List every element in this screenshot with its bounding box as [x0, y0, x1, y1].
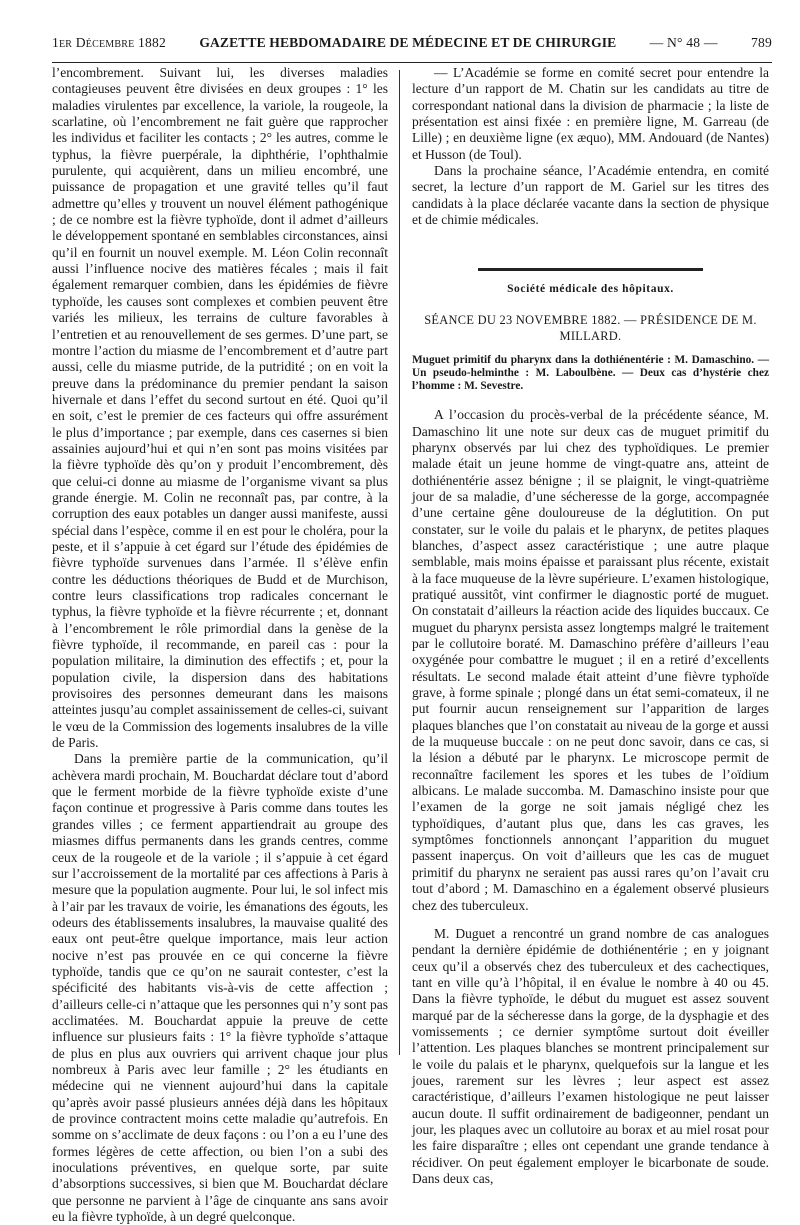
academie-paragraph: — L’Académie se forme en comité secret pour entendre la lecture d’un rapport de M. Chatin sur les candidats au titre de correspondant national dans la division de pharmacie ; la liste de présentation est ainsi fixée : en première ligne, M. Garreau (de Lille) ; en deuxième ligne (ex æquo), MM. Andouard (de Nantes) et Husson (de Toul). [412, 65, 769, 162]
section-separator [478, 268, 703, 271]
seance-heading: SÉANCE DU 23 NOVEMBRE 1882. — PRÉSIDENCE DE M. MILLARD. [424, 312, 757, 344]
issue-date: 1er Décembre 1882 [52, 35, 167, 50]
issue-number: — N° 48 — [649, 35, 718, 50]
page-header [52, 35, 772, 59]
paragraph: A l’occasion du procès-verbal de la précédente séance, M. Damaschino lit une note sur deux cas de muguet primitif du pharynx observés par lui chez des typhoïdiques. Le premier malade était un jeune homme de vingt-quatre ans, atteint de dothiénentérie assez bénigne ; il se plaignit, le vingt-quatrième jour de sa maladie, d’une sécheresse de la gorge, accompagnée d’une certaine gêne douloureuse de la déglutition. On put constater, sur le voile du palais et le pharynx, de petites plaques blanches, d’aspect assez caractéristique ; une autre plaque semblable, mais moins épaisse et paraissant plus récente, existait à la face muqueuse de la lèvre supérieure. L’examen histologique, pratiqué aussitôt, vint confirmer le diagnostic porté de muguet. On constatait d’ailleurs la réaction acide des liquides buccaux. Ce muguet du pharynx persista assez longtemps malgré le traitement par le collutoire boraté. M. Damaschino préfère d’ailleurs l’eau oxygénée pour combattre le muguet ; il en a retiré d’excellents résultats. Le second malade était atteint d’une fièvre typhoïde grave, à forme spinale ; plongé dans un état semi-comateux, il ne put fournir aucun renseignement sur l’apparition de larges plaques blanches que l’on constatait au niveau de la gorge et aussi de la muqueuse buccale : on ne peut donc savoir, dans ce cas, si la lésion a débuté par le pharynx. Le microscope permit de reconnaître facilement les spores et les tubes de l’oïdium albicans. Le malade succomba. M. Damaschino insiste pour que l’examen de la gorge ne soit jamais négligé chez les typhoïdiques, d’autant plus que, dans les cas graves, les symptômes fonctionnels annonçant l’apparition du muguet passent inaperçus. On voit d’ailleurs que les cas de muguet primitif du pharynx ne seraient pas aussi rares qu’on l’avait cru tout d’abord ; M. Damaschino en a également observé plusieurs chez des tuberculeux. [412, 407, 770, 913]
academie-paragraph: Dans la prochaine séance, l’Académie entendra, en comité secret, la lecture d’un rapport de M. Gariel sur les titres des candidats à la place déclarée vacante dans la section de physique et de chimie médicales. [412, 163, 769, 228]
left-column [52, 65, 388, 1225]
society-heading: Société médicale des hôpitaux. [507, 283, 674, 296]
journal-title: GAZETTE HEBDOMADAIRE DE MÉDECINE ET DE CHIRURGIE [199, 35, 617, 50]
page-number: 789 [751, 35, 772, 50]
column-divider [399, 70, 400, 1055]
paragraph: l’encombrement. Suivant lui, les diverses maladies contagieuses peuvent être divisées en deux groupes : 1° les maladies virulentes par excellence, la variole, la rougeole, la scarlatine, où l’encombrement ne fait guère que rapprocher les individus et faciliter les contacts ; 2° les autres, comme le typhus, la fièvre puerpérale, la diphthérie, l’ophthalmie purulente, qui acquièrent, dans un milieu encombré, une puissance de propagation et une gravité telles qu’il faut admettre qu’elles y trouvent un nouvel élément pathogénique ; de ce nombre est la fièvre typhoïde, dont il admet d’ailleurs le développement spontané en semblables circonstances, ainsi qu’il en fournit un nouvel exemple. M. Léon Colin reconnaît aussi l’influence nocive des matières fécales ; mais il fait également remarquer combien, dans les épidémies de fièvre typhoïde, les causes sont complexes et combien peuvent être variés les milieux, les terrains de culture favorables à l’entretien et au renouvellement de ses germes. D’une part, se montre l’action du miasme de l’encombrement et d’autre part aussi, celle du miasme putride, de la putridité ; on en voit la preuve dans la prédominance du premier pendant la saison hivernale et dans l’effet du second surtout en été. Quoi qu’il en soit, c’est le premier de ces facteurs qui offre assurément le plus d’importance ; par exemple, dans ces casernes si bien assainies aujourd’hui et qui n’en sont pas moins visitées par la fièvre typhoïde dès qu’on y produit l’encombrement, dès que celui-ci donne au miasme de l’organisme vivant sa plus grande énergie. M. Colin ne reconnaît pas, par contre, à la corruption des eaux potables un danger aussi manifeste, aussi spécial dans l’espèce, comme il en est pour le choléra, pour la peste, et il s’appuie à cet égard sur l’étude des épidémies de fièvre typhoïde survenues dans l’armée. Il s’élève enfin contre les déductions théoriques de Budd et de Murchison, contre leurs classifications trop radicales concernant le typhus, la fièvre typhoïde et la fièvre récurrente ; et, donnant à l’encombrement le rôle primordial dans la genèse de la fièvre typhoïde, il recommande, en pareil cas : pour la population militaire, la diminution des effectifs ; et, pour la population civile, la dispersion dans des habitations provisoires des personnes demeurant dans les maisons atteintes jusqu’au complet assainissement de celles-ci, suivant le vœu de la Commission des logements insalubres de la ville de Paris. [52, 65, 388, 751]
session-summary: Muguet primitif du pharynx dans la dothiénentérie : M. Damaschino. — Un pseudo-helminthe : M. Laboulbène. — Deux cas d’hystérie chez l’homme : M. Sevestre. [412, 354, 769, 393]
paragraph: Dans la première partie de la communication, qu’il achèvera mardi prochain, M. Bouchardat déclare tout d’abord que le ferment morbide de la fièvre typhoïde existe d’une façon continue et progressive à Paris comme dans toutes les grandes villes ; ce ferment appartiendrait au groupe des miasmes diffus permanents dans les grands centres, comme ceux de la rougeole et de la variole ; il s’appuie à cet égard sur l’accroissement de la mortalité par ces affections à Paris à mesure que la population augmente. Pour lui, le sol infect mis à l’air par les travaux de voirie, les émanations des égouts, les odeurs des établissements insalubres, la mauvaise qualité des eaux ont peut-être quelque importance, mais leur action nocive n’est pas prouvée en ce qui concerne la fièvre typhoïde, tandis que ce qu’on ne saurait contester, c’est la spécificité des habitants vis-à-vis de cette affection ; d’ailleurs celle-ci n’attaque que les personnes qui n’y sont pas acclimatées. M. Bouchardat appuie la preuve de cette influence sur plusieurs faits : 1° la fièvre typhoïde s’attaque de plus en plus aux ouvriers qui arrivent chaque jour plus nombreux à Paris avec leur famille ; 2° les étudiants en médecine qui ne viennent aujourd’hui dans la capitale qu’après avoir passé plusieurs années déjà dans les hôpitaux de province contractent moins cette maladie qu’autrefois. En somme on s’acclimate de deux façons : ou l’on a eu l’une des formes légères de cette affection, ou bien l’on a subi des inoculations préventives, en quelque sorte, par suite d’absorptions successives, si bien que M. Bouchardat déclare que personne ne parvient à l’âge de cinquante ans sans avoir eu la fièvre typhoïde, à un degré quelconque. [52, 751, 388, 1225]
right-column [412, 65, 769, 1187]
paragraph-gap [412, 914, 769, 926]
header-rule [52, 62, 772, 63]
paragraph: M. Duguet a rencontré un grand nombre de cas analogues pendant la dernière épidémie de dothiénentérie ; en y joignant ceux qu’il a observés chez des tuberculeux et des cachectiques, tant en ville qu’à l’hôpital, il en évalue le nombre à 40 ou 45. Dans la fièvre typhoïde, le début du muguet est assez souvent marqué par de la sécheresse dans la gorge, de la dysphagie et des vomissements ; ce dernier symptôme surtout doit éveiller l’attention. Les plaques blanches se montrent principalement sur le voile du palais et le pharynx, quelquefois sur la langue et les joues, rarement sur les lèvres ; leur aspect est assez caractéristique, d’ailleurs l’examen histologique ne peut laisser aucun doute. Il suffit ordinairement de badigeonner, pendant un jour, les plaques avec un collutoire au borax et au miel rosat pour les faire disparaître ; elles ont cependant une grande tendance à récidiver. On peut également employer le bicarbonate de soude. Dans deux cas, [412, 925, 769, 1186]
